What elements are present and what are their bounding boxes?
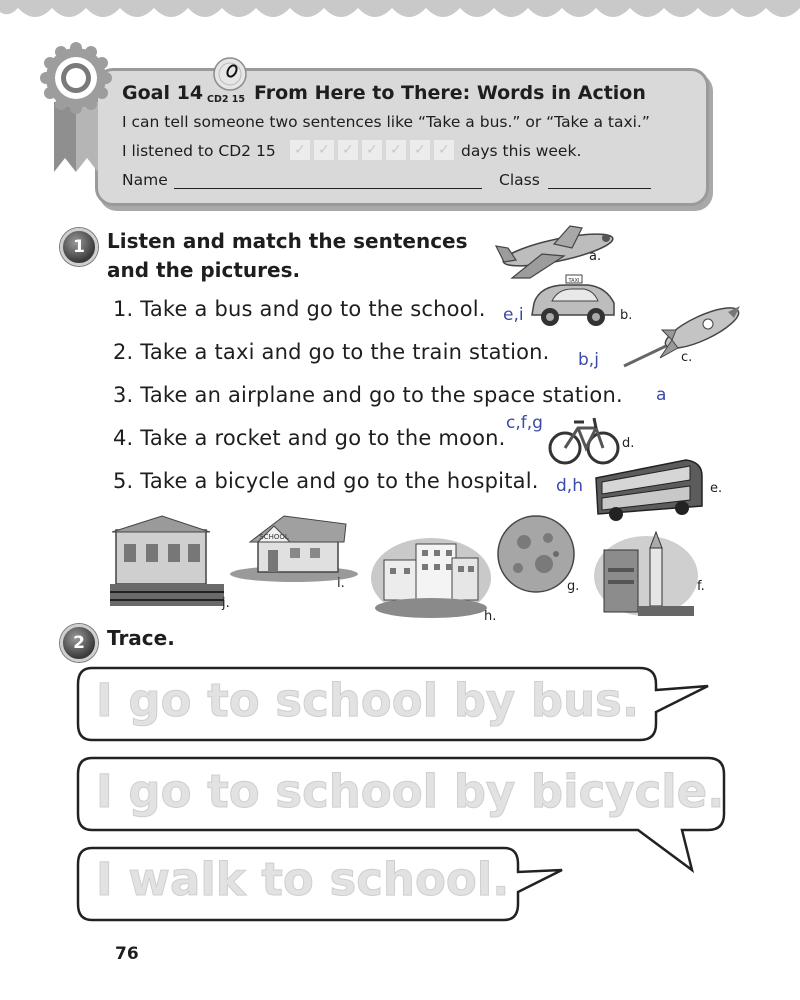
listening-checkboxes <box>289 139 455 161</box>
sentence-5: 5. Take a bicycle and go to the hospital. <box>113 469 539 493</box>
day-checkbox[interactable]: ✓ <box>289 139 311 161</box>
label-a: a. <box>589 249 602 264</box>
section-number-badge: 2 <box>60 624 98 662</box>
cd-track-label: CD2 15 <box>207 94 245 105</box>
goal-label: Goal 14 <box>122 82 204 104</box>
goal-description: I can tell someone two sentences like “Take a bus.” or “Take a taxi.” <box>122 113 650 131</box>
label-f: f. <box>697 579 705 594</box>
sentence-1: 1. Take a bus and go to the school. <box>113 297 486 321</box>
label-i: i. <box>337 576 345 591</box>
bus-picture <box>590 456 708 524</box>
label-e: e. <box>710 481 723 496</box>
school-sign-text: SCHOOL <box>259 533 289 541</box>
day-checkbox[interactable]: ✓ <box>313 139 335 161</box>
moon-picture <box>496 514 576 594</box>
day-checkbox[interactable]: ✓ <box>385 139 407 161</box>
answer-5: d,h <box>556 476 583 496</box>
label-j: j. <box>222 596 230 611</box>
sentence-2: 2. Take a taxi and go to the train station. <box>113 340 550 364</box>
school-picture <box>228 512 360 584</box>
hospital-picture <box>370 530 492 620</box>
section1-title-line2: and the pictures. <box>107 258 301 282</box>
cd-disc-icon <box>212 56 248 92</box>
rosette-badge-icon <box>40 42 112 177</box>
name-field-line[interactable] <box>174 188 482 189</box>
label-h: h. <box>484 609 497 624</box>
label-b: b. <box>620 308 633 323</box>
day-checkbox[interactable]: ✓ <box>409 139 431 161</box>
answer-4: c,f,g <box>506 413 543 433</box>
day-checkbox[interactable]: ✓ <box>337 139 359 161</box>
answer-1: e,i <box>503 305 524 325</box>
sentence-4: 4. Take a rocket and go to the moon. <box>113 426 506 450</box>
page-number: 76 <box>115 944 139 964</box>
name-label: Name <box>122 171 168 189</box>
trace-line-3[interactable]: I walk to school. <box>96 853 510 906</box>
label-d: d. <box>622 436 635 451</box>
label-g: g. <box>567 579 580 594</box>
space-station-picture <box>594 528 698 618</box>
listen-suffix: days this week. <box>461 142 582 160</box>
section2-title: Trace. <box>107 626 175 650</box>
day-checkbox[interactable]: ✓ <box>433 139 455 161</box>
label-c: c. <box>681 350 693 365</box>
section-number-badge: 1 <box>60 228 98 266</box>
top-scallop-border <box>0 0 800 26</box>
taxi-sign-text: TAXI <box>568 278 580 284</box>
class-field-line[interactable] <box>548 188 651 189</box>
taxi-picture <box>526 273 618 329</box>
trace-line-1[interactable]: I go to school by bus. <box>96 674 640 727</box>
section1-title-line1: Listen and match the sentences <box>107 229 468 253</box>
answer-3: a <box>656 385 667 405</box>
trace-line-2[interactable]: I go to school by bicycle. <box>96 765 725 818</box>
listen-prefix: I listened to CD2 15 <box>122 142 276 160</box>
day-checkbox[interactable]: ✓ <box>361 139 383 161</box>
goal-title: From Here to There: Words in Action <box>254 82 646 104</box>
sentence-3: 3. Take an airplane and go to the space station. <box>113 383 623 407</box>
answer-2: b,j <box>578 350 599 370</box>
train-station-picture <box>110 512 226 608</box>
class-label: Class <box>499 171 540 189</box>
